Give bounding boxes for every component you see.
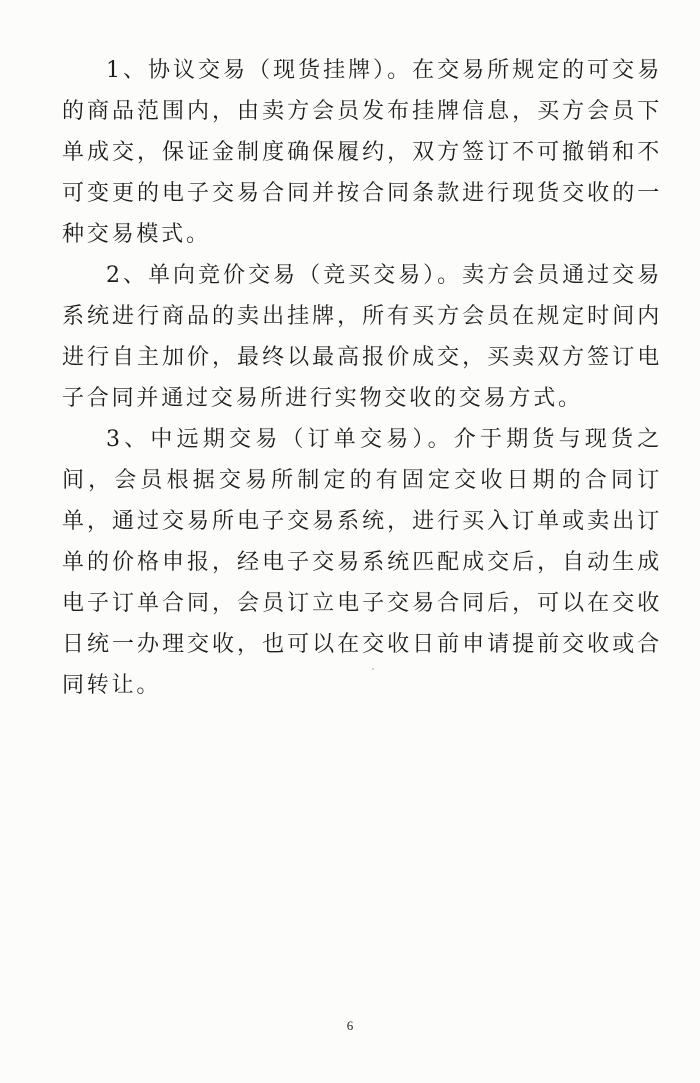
scan-speck (372, 668, 374, 670)
page-number: 6 (346, 1018, 354, 1033)
document-body (62, 50, 662, 706)
paragraph-agreement-trading: 1、协议交易（现货挂牌）。在交易所规定的可交易的商品范围内，由卖方会员发布挂牌信息，买方会员下单成交，保证金制度确保履约，双方签订不可撤销和不可变更的电子交易合同并按合同条款进行现货交收的一种交易模式。 (62, 58, 662, 247)
paragraph-one-way-bidding: 2、单向竞价交易（竞买交易）。卖方会员通过交易系统进行商品的卖出挂牌，所有买方会员在规定时间内进行自主加价，最终以最高报价成交，买卖双方签订电子合同并通过交易所进行实物交收的交易方式。 (62, 263, 662, 411)
paragraph-forward-trading: 3、中远期交易（订单交易）。介于期货与现货之间，会员根据交易所制定的有固定交收日期的合同订单，通过交易所电子交易系统，进行买入订单或卖出订单的价格申报，经电子交易系统匹配成交后，自动生成电子订单合同，会员订立电子交易合同后，可以在交收日统一办理交收，也可以在交收日前申请提前交收或合同转让。 (62, 427, 662, 698)
